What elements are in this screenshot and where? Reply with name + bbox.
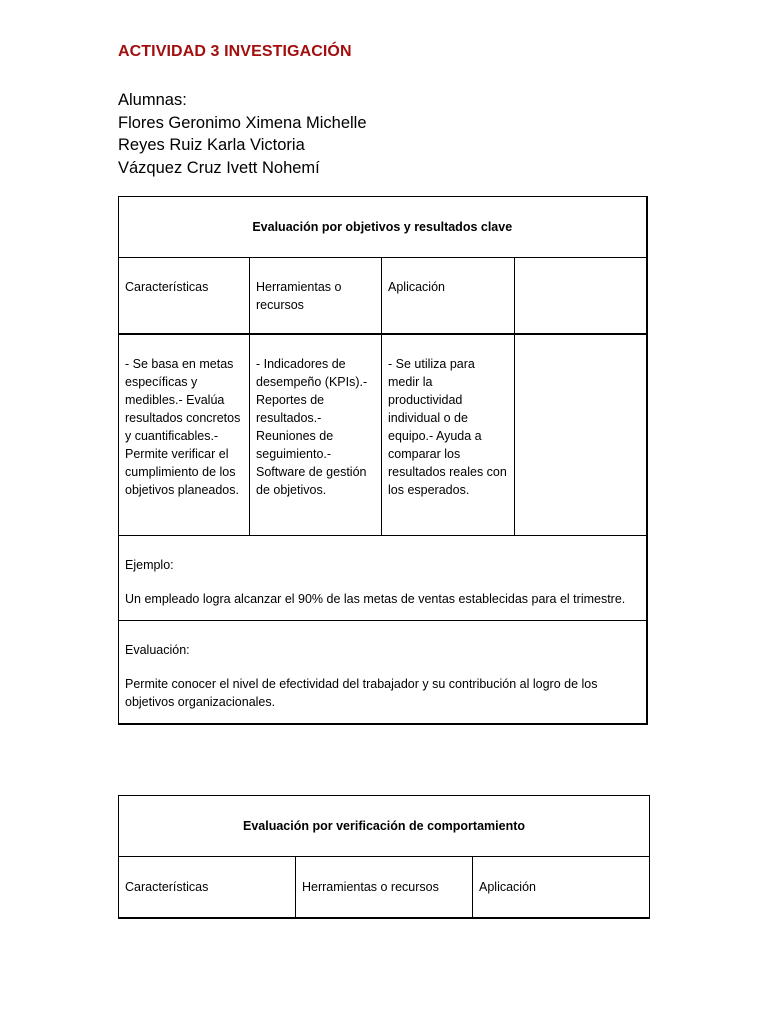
table-heading: Evaluación por verificación de comportamiento xyxy=(119,796,650,857)
evaluation-cell xyxy=(119,621,647,725)
behavior-evaluation-table xyxy=(118,795,650,919)
evaluation-text: Permite conocer el nivel de efectividad del trabajador y su contribución al logro de los objetivos organizacionales. xyxy=(125,677,598,709)
example-cell xyxy=(119,536,647,621)
evaluation-label: Evaluación: xyxy=(125,643,190,657)
tools-cell: - Indicadores de desempeño (KPIs).- Reportes de resultados.- Reuniones de seguimiento.- Software de gestión de objetivos. xyxy=(250,334,382,536)
okr-evaluation-table xyxy=(118,196,648,725)
authors-label: Alumnas: xyxy=(118,91,187,109)
column-header-tools: Herramientas o recursos xyxy=(296,857,473,919)
author-name: Vázquez Cruz Ivett Nohemí xyxy=(118,158,320,177)
authors-block xyxy=(118,89,367,179)
empty-cell xyxy=(515,334,647,536)
author-name: Reyes Ruiz Karla Victoria xyxy=(118,136,305,154)
column-header-characteristics: Características xyxy=(119,258,250,334)
characteristics-cell: - Se basa en metas específicas y medibles.- Evalúa resultados concretos y cuantificables.- Permite verificar el cumplimiento de los objetivos planeados. xyxy=(119,334,250,536)
author-name: Flores Geronimo Ximena Michelle xyxy=(118,113,367,132)
example-label: Ejemplo: xyxy=(125,558,174,572)
column-header-empty xyxy=(515,258,647,334)
example-text: Un empleado logra alcanzar el 90% de las metas de ventas establecidas para el trimestre. xyxy=(125,592,626,606)
document-title: ACTIVIDAD 3 INVESTIGACIÓN xyxy=(118,43,352,60)
application-cell: - Se utiliza para medir la productividad individual o de equipo.- Ayuda a comparar los resultados reales con los esperados. xyxy=(382,334,515,536)
column-header-application: Aplicación xyxy=(382,258,515,334)
column-header-characteristics: Características xyxy=(119,857,296,919)
column-header-application: Aplicación xyxy=(473,857,650,919)
column-header-tools: Herramientas o recursos xyxy=(250,258,382,334)
table-heading: Evaluación por objetivos y resultados clave xyxy=(119,197,647,258)
